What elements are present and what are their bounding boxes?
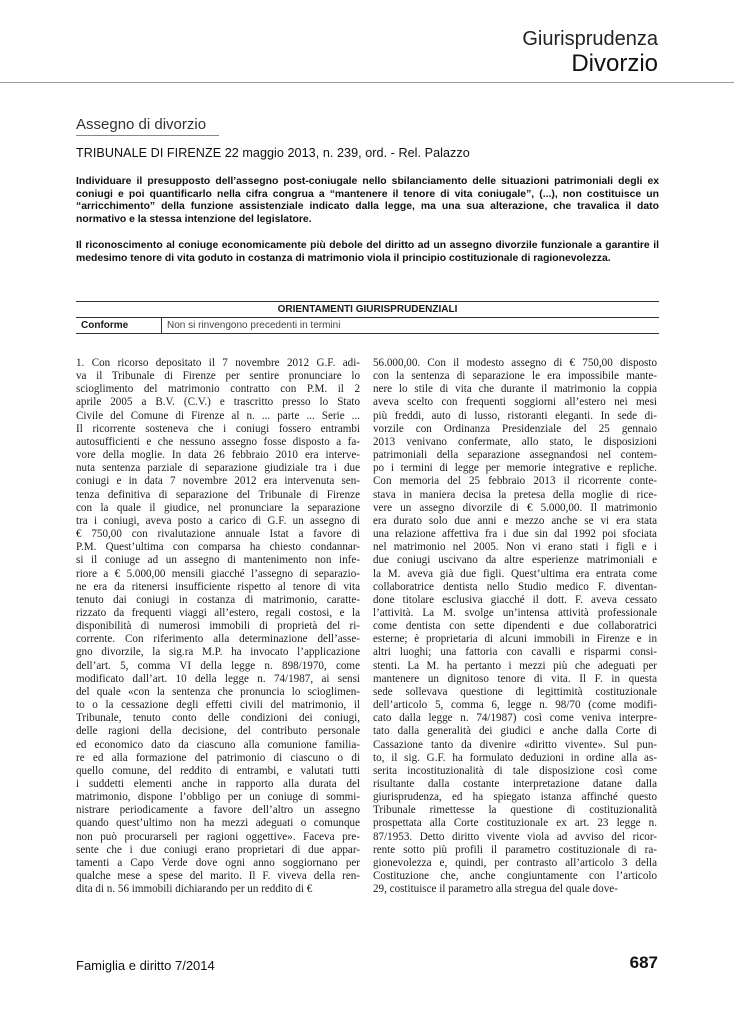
body-line: tamenti a Capo Verde dove ogni anno soggiornano per (76, 856, 360, 869)
body-line: stenti. La M. ha pertanto i mezzi più che adeguati per (373, 659, 657, 672)
body-line: dell’art. 5, comma VI della legge n. 898/1970, come (76, 659, 360, 672)
body-line: con la sentenza di separazione le era impossibile mante- (373, 370, 657, 383)
body-line: patrimoniali della separazione assegnandosi nel contem- (373, 449, 657, 462)
body-line: sente che i due coniugi erano proprietari di due appar- (76, 843, 360, 856)
body-line: 87/1953. Detto diritto vivente viola ad avviso del ricor- (373, 830, 657, 843)
body-line: corrente. Con riferimento alla determinazione dell’asse- (76, 633, 360, 646)
body-line: Costituzione che, anche congiuntamente con l’articolo (373, 870, 657, 883)
body-line: prospettata alla Corte costituzionale ex art. 23 legge n. (373, 817, 657, 830)
body-line: Cassazione tanto da divenire «diritto vivente». Sul pun- (373, 738, 657, 751)
body-line: disponibilità di numerosi immobili di proprietà del ri- (76, 620, 360, 633)
body-line: quando quest’ultimo non ha mezzi adeguati o comunque (76, 817, 360, 830)
article-label: Assegno di divorzio (76, 116, 207, 133)
body-line: to, il sig. G.F. ha formulato deduzioni in ordine alla as- (373, 751, 657, 764)
body-line: quello comune, del reddito di entrambi, e valutati tutti (76, 764, 360, 777)
body-line: come dentista con sette dipendenti e due collaboratrici (373, 620, 657, 633)
body-line: esterne; è proprietaria di alcuni immobili in Firenze e in (373, 633, 657, 646)
orientamenti-key: Conforme (76, 318, 162, 334)
body-line: 1. Con ricorso depositato il 7 novembre 2012 G.F. adi- (76, 357, 360, 369)
body-line: Con memoria del 25 febbraio 2013 il ricorrente conte- (373, 475, 657, 488)
body-line: nere lo stile di vita che durante il matrimonio la coppia (373, 383, 657, 396)
body-line: gionevolezza e, quindi, per contrasto all’articolo 3 della (373, 856, 657, 869)
maxim-2: Il riconoscimento al coniuge economicamente più debole del diritto ad un assegno divorzile funzionale a garantire il medesimo tenore di vita goduto in costanza di matrimonio viola il principio costituzionale di ragionevolezza. (76, 240, 659, 264)
body-line: re ed alla formazione del patrimonio di ciascuno o di (76, 751, 360, 764)
topic-title: Divorzio (571, 50, 658, 77)
article-label-underline (76, 135, 219, 136)
body-line: po i termini di legge per memorie integrative e repliche. (373, 462, 657, 475)
body-line: 56.000,00. Con il modesto assegno di € 750,00 disposto (373, 357, 657, 369)
body-line: ne era da ritenersi insufficiente rispetto al tenore di vita (76, 580, 360, 593)
body-line: va il Tribunale di Firenze per sentire pronunciare lo (76, 370, 360, 383)
body-line: modificato dall’art. 10 della legge n. 74/1987, ai sensi (76, 672, 360, 685)
body-line: altri luoghi; una fattoria con cavalli e risparmi consi- (373, 646, 657, 659)
body-line: riore a € 5.000,00 mensili giacché l’assegno di separazio- (76, 567, 360, 580)
body-line: si il coniuge ad un assegno di mantenimento non infe- (76, 554, 360, 567)
body-line: Tribunale rimettesse la questione di costituzionalità (373, 804, 657, 817)
body-line: coniugi e in data 7 novembre 2012 era intervenuta sen- (76, 475, 360, 488)
court-citation: TRIBUNALE DI FIRENZE 22 maggio 2013, n. 239, ord. - Rel. Palazzo (76, 146, 470, 160)
body-line: dita di n. 56 immobili dichiarando per un reddito di € (76, 883, 313, 896)
body-column-right (373, 357, 657, 896)
body-line: dell’articolo 5, comma 6, legge n. 98/70 (come modifi- (373, 699, 657, 712)
body-line: sede sollevava questione di legittimità costituzionale (373, 685, 657, 698)
body-line: tenuto dai coniugi in costanza di matrimonio, caratte- (76, 593, 360, 606)
section-title: Giurisprudenza (522, 28, 658, 50)
body-line: rizzato da frequenti viaggi all’estero, regali costosi, e la (76, 606, 360, 619)
body-line: done titolare esclusiva giacché il dott. F. aveva cessato (373, 593, 657, 606)
body-line: era durato solo due anni e mezzo anche se vi era stata (373, 514, 657, 527)
body-line: 29, costituisce il parametro alla stregua del quale dove- (373, 883, 618, 896)
orientamenti-table (76, 301, 659, 334)
body-line: P.M. Quest’ultima con comparsa ha chiesto condannar- (76, 541, 360, 554)
body-line: scioglimento del matrimonio contratto con P.M. il 2 (76, 383, 360, 396)
body-line: una relazione affettiva fra i due sin dal 1992 poi sfociata (373, 528, 657, 541)
body-line: con la quale il giudice, nel pronunciare la separazione (76, 501, 360, 514)
body-line: delle ragioni della decisione, del contributo personale (76, 725, 360, 738)
body-line: cato dalla legge n. 74/1987) così come veniva interpre- (373, 712, 657, 725)
body-line: del quale «con la sentenza che pronuncia lo scioglimen- (76, 685, 360, 698)
journal-footer: Famiglia e diritto 7/2014 (76, 958, 215, 973)
body-line: tato dalla generalità dei giudici e anche dalla Corte di (373, 725, 657, 738)
body-line: € 750,00 con rivalutazione annuale Istat a favore di (76, 528, 360, 541)
body-line: i suddetti elementi anche in rapporto alla durata del (76, 778, 360, 790)
header-divider (0, 82, 734, 83)
body-line: nel matrimonio nel 2005. Non vi erano stati i figli e i (373, 541, 657, 554)
body-line: 2013 venivano confermate, allo stato, le disposizioni (373, 435, 657, 448)
body-line: nistrare periodicamente a favore dell’altro un assegno (76, 804, 360, 817)
body-line: nuta sentenza parziale di separazione giudiziale tra i due (76, 462, 360, 475)
orientamenti-value: Non si rinvengono precedenti in termini (162, 318, 660, 334)
body-column-left (76, 357, 360, 896)
page-number: 687 (629, 953, 658, 972)
body-line: la M. aveva già due figli. Quest’ultima era entrata come (373, 567, 657, 580)
body-line: autosufficienti e che nessuno assegno fosse disposto a fa- (76, 435, 360, 448)
body-line: vere un assegno divorzile di € 5.000,00. Il matrimonio (373, 501, 657, 514)
maxim-1: Individuare il presupposto dell’assegno post-coniugale nello sbilanciamento delle situazioni patrimoniali degli ex coniugi e poi quantificarlo nella cifra congrua a “mantenere il tenore di vita coniugale”, (...), non costituisce un “arricchimento” della funzione assistenziale indicato dalla legge, ma una sua alterazione, che travalica il dato normativo e la stessa intenzione del legislatore. (76, 176, 659, 225)
body-line: mantenere un dignitoso tenore di vita. Il F. in questa (373, 672, 657, 685)
body-line: to o la cessazione degli effetti civili del matrimonio, il (76, 699, 360, 712)
body-line: collaboratrice dentista nello Studio medico F. diventan- (373, 580, 657, 593)
body-line: tra i coniugi, aveva posto a carico di G.F. un assegno di (76, 514, 360, 527)
body-line: qualche mese a spese del marito. Il F. viveva della ren- (76, 870, 360, 883)
body-line: aprile 2005 a B.V. (C.V.) e trascritto presso lo Stato (76, 396, 360, 409)
body-line: due coniugi uscivano da altre esperienze matrimoniali e (373, 554, 657, 567)
body-line: Il ricorrente sosteneva che i coniugi fossero entrambi (76, 422, 360, 435)
body-line: tenza definitiva di separazione del Tribunale di Firenze (76, 488, 360, 501)
body-line: vore della moglie. In data 26 febbraio 2010 era interve- (76, 449, 360, 462)
body-line: serita incostituzionalità di tale disposizione così come (373, 764, 657, 777)
body-line: giurisprudenza, ed ha spiegato istanza affinché questo (373, 791, 657, 804)
body-line: Civile del Comune di Firenze al n. ... parte ... Serie ... (76, 409, 360, 422)
body-line: ed economico dato da ciascuno alla comunione familia- (76, 738, 360, 751)
body-line: non può procurarseli per ragioni oggettive». Faceva pre- (76, 830, 360, 843)
body-line: l’attività. La M. svolge un’intensa attività professionale (373, 606, 657, 619)
running-header (522, 28, 658, 78)
body-line: risultante dalla costante interpretazione datane dalla (373, 778, 657, 790)
body-line: matrimonio, dispone l’obbligo per un coniuge di sommi- (76, 791, 360, 804)
body-line: aveva scelto con frequenti soggiorni all’estero nei mesi (373, 396, 657, 409)
body-line: Tribunale, tenuto conto delle condizioni dei coniugi, (76, 712, 360, 725)
body-line: rente sotto più profili il parametro costituzionale di ra- (373, 843, 657, 856)
body-line: stava in maniera decisa la pretesa della moglie di rice- (373, 488, 657, 501)
body-line: più freddi, auto di lusso, ristoranti eleganti. In sede di- (373, 409, 657, 422)
body-line: vorzile con Ordinanza Presidenziale del 25 gennaio (373, 422, 657, 435)
body-line: gno divorzile, la sig.ra M.P. ha invocato l’applicazione (76, 646, 360, 659)
orientamenti-title: ORIENTAMENTI GIURISPRUDENZIALI (76, 302, 659, 318)
